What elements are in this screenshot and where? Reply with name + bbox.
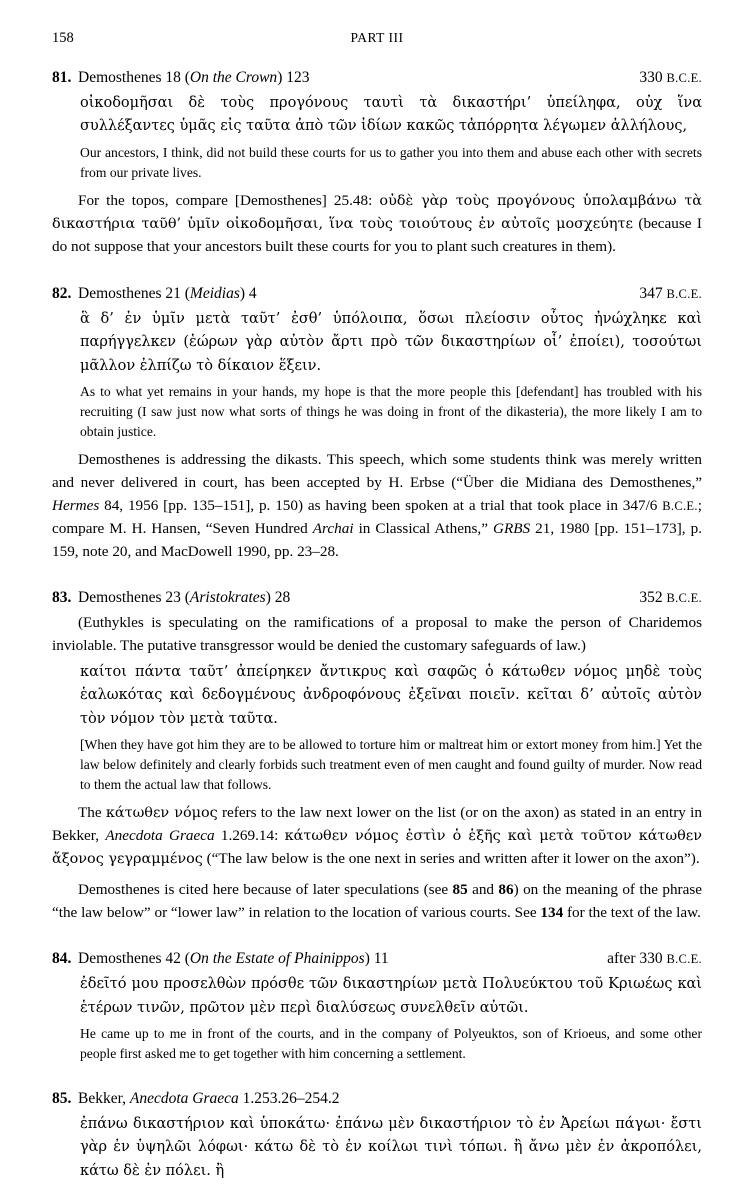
entry-81-greek: οἰκοδομῆσαι δὲ τοὺς προγόνους ταυτὶ τὰ δικαστήρι’ ὑπείληφα, οὐχ ἵνα συλλέξαντες ὑμᾶς εἰς ταῦτα ἀπὸ τῶν ἰδίων κακῶς τἀπόρρητα λέγωμεν ἀλλήλους, bbox=[80, 95, 702, 135]
entry-82-note-part-1: Hermes bbox=[52, 496, 100, 514]
entry-82-date bbox=[639, 285, 702, 303]
entry-83-preface: (Euthykles is speculating on the ramifications of a proposal to make the person of Charidemos inviolable. The putative transgressor would be denied the customary safeguards of law.) bbox=[52, 614, 702, 655]
entry-83-title-plain: Demosthenes 23 ( bbox=[78, 589, 190, 607]
entry-82-note-part-2: 84, 1956 [pp. 135–151], p. 150) as having been spoken at a trial that took place in 347/6 bbox=[99, 496, 663, 514]
running-head bbox=[52, 30, 702, 47]
entry-81-comment-lead: For the topos, compare [Demosthenes] 25.48: bbox=[78, 192, 373, 210]
entry-82-title bbox=[78, 285, 639, 303]
entry-81-date bbox=[639, 69, 702, 87]
entry-83-note-2-part-1: 85 bbox=[452, 880, 468, 898]
entry-85-head bbox=[52, 1090, 702, 1108]
entry-82-date-era: B.C.E. bbox=[666, 286, 702, 301]
entry-82-note-part-5: Archai bbox=[312, 519, 354, 537]
entry-83-date bbox=[639, 589, 702, 607]
entry-81-translation: Our ancestors, I think, did not build these courts for us to gather you into them and abuse each other with secrets from our private lives. bbox=[80, 144, 702, 180]
entry-83-number: 83. bbox=[52, 589, 72, 607]
entry-82-translation: As to what yet remains in your hands, my hope is that the more people this [defendant] has troubled with his recruiting (I saw just now what sorts of things he was doing in front of the dikasteria), the more likely I am to obtain justice. bbox=[80, 384, 702, 439]
entry-82-note-part-0: Demosthenes is addressing the dikasts. This speech, which some students think was merely written and never delivered in court, has been accepted by H. Erbse (“Über die Midiana des Demosthenes,” bbox=[52, 451, 702, 492]
entry-83-note-part-5: κάτωθεν νόμος ἐστὶν ὁ ἑξῆς καὶ μετὰ τοῦτον κάτωθεν ἄξονος γεγραμμένος bbox=[52, 828, 702, 868]
entry-81-date-era: B.C.E. bbox=[666, 71, 702, 85]
entry-82-greek: ἃ δ’ ἐν ὑμῖν μετὰ ταῦτ’ ἐσθ’ ὑπόλοιπα, ὅσωι πλείοσιν οὗτος ἠνώχληκε καὶ παρήγγελκεν (ἑώρων γὰρ αὐτὸν ἄρτι πρὸ τῶν δικαστηρίων οἷ’ ἐποίει), τοσούτωι μᾶλλον ἐλπίζω τὸ δίκαιον ἕξειν. bbox=[80, 310, 702, 374]
entry-83-note-part-3: Anecdota Graeca bbox=[105, 827, 215, 845]
entry-83-note-2 bbox=[52, 879, 702, 925]
part-title: PART III bbox=[350, 30, 404, 45]
entry-82-note-part-4: ; compare M. H. Hansen, “Seven Hundred bbox=[52, 496, 702, 537]
entry-83-note-2-part-0: Demosthenes is cited here because of later speculations (see bbox=[78, 880, 453, 898]
entry-82-note-part-7: GRBS bbox=[493, 519, 531, 537]
entry-83-note-2-part-6: for the text of the law. bbox=[563, 903, 701, 921]
entry-83 bbox=[52, 589, 702, 924]
entry-82-number: 82. bbox=[52, 284, 72, 302]
entry-84-date-num: after 330 bbox=[607, 950, 663, 968]
entry-83-note-part-1: κάτωθεν νόμος bbox=[105, 805, 218, 822]
entry-82-title-after: ) 4 bbox=[239, 284, 257, 302]
page-number: 158 bbox=[52, 30, 74, 46]
entry-83-date-num: 352 bbox=[639, 589, 663, 607]
entry-85-number: 85. bbox=[52, 1089, 72, 1107]
entry-81-title-plain: Demosthenes 18 ( bbox=[78, 69, 190, 86]
entry-83-head bbox=[52, 589, 702, 607]
entry-85-title bbox=[78, 1090, 702, 1108]
entry-82-head bbox=[52, 285, 702, 303]
entry-83-note-2-part-5: 134 bbox=[540, 903, 564, 921]
entry-81-date-num: 330 bbox=[639, 69, 663, 86]
entry-82-note-part-3: B.C.E. bbox=[662, 498, 698, 513]
entry-83-note-2-part-4: ) on the meaning of the phrase “the law below” or “lower law” in relation to the location of various courts. See bbox=[52, 880, 702, 921]
entry-82-title-italic: Meidias bbox=[189, 284, 240, 302]
entry-82-note-part-6: in Classical Athens,” bbox=[353, 519, 493, 537]
page-content bbox=[52, 30, 702, 1197]
entry-85-title-italic: Anecdota Graeca bbox=[129, 1089, 239, 1107]
entry-84-head bbox=[52, 950, 702, 968]
entry-83-note bbox=[52, 802, 702, 870]
entry-83-note-part-0: The bbox=[78, 804, 106, 822]
entry-82-title-plain: Demosthenes 21 ( bbox=[78, 284, 190, 302]
entry-85-title-after: 1.253.26–254.2 bbox=[238, 1089, 340, 1107]
entry-84-translation: He came up to me in front of the courts, and in the company of Polyeuktos, son of Krioeus, and some other people first asked me to get together with him concerning a settlement. bbox=[80, 1026, 702, 1062]
entry-84-number: 84. bbox=[52, 950, 72, 968]
entry-82-date-num: 347 bbox=[639, 284, 663, 302]
entry-85-title-plain: Bekker, bbox=[78, 1089, 130, 1107]
entry-81 bbox=[52, 69, 702, 259]
spacer-82-83 bbox=[52, 577, 702, 589]
entry-83-note-part-6: (“The law below is the one next in series and written after it lower on the axon”). bbox=[202, 850, 700, 868]
entry-83-date-era: B.C.E. bbox=[666, 591, 702, 606]
entry-84-greek: ἐδεῖτό μου προσελθὼν πρόσθε τῶν δικαστηρίων μετὰ Πολυεύκτου τοῦ Κριωέως καὶ ἑτέρων τινῶν, πρῶτον μὲν περὶ διαλύσεως συνελθεῖν αὐτῶι. bbox=[80, 976, 702, 1016]
entry-83-title-italic: Aristokrates bbox=[189, 589, 266, 607]
entry-81-number: 81. bbox=[52, 69, 72, 86]
entry-83-title bbox=[78, 589, 639, 607]
entry-83-note-part-2: refers to the law next lower on the list (or on the axon) as stated in an entry in Bekker, bbox=[52, 804, 702, 845]
entry-81-comment-tail: (because I do not suppose that your ancestors built these courts for you to plant such creatures in them). bbox=[52, 215, 702, 255]
entry-82-note-part-8: 21, 1980 [pp. 151–173], p. 159, note 20, and MacDowell 1990, pp. 23–28. bbox=[52, 519, 702, 560]
spacer-81-82 bbox=[52, 273, 702, 285]
entry-82-note bbox=[52, 449, 702, 563]
spacer-84-85 bbox=[52, 1078, 702, 1090]
entry-84-title-after: ) 11 bbox=[364, 950, 389, 968]
entry-84-title bbox=[78, 950, 607, 968]
entry-83-note-2-part-3: 86 bbox=[498, 880, 514, 898]
entry-81-comment bbox=[52, 190, 702, 258]
entry-85 bbox=[52, 1090, 702, 1183]
entry-85-greek: ἐπάνω δικαστήριον καὶ ὑποκάτω· ἐπάνω μὲν δικαστήριον τὸ ἐν Ἀρείωι πάγωι· ἔστι γὰρ ἐν ὑψηλῶι λόφωι· κάτω δὲ τὸ ἐν κοίλωι τινὶ τόπωι. ἢ ἄνω μὲν ἐν ἀκροπόλει, κάτω δὲ ἐν πόλει. ἢ bbox=[80, 1115, 702, 1179]
entry-81-title-after: ) 123 bbox=[277, 69, 310, 86]
entry-83-title-after: ) 28 bbox=[265, 589, 291, 607]
entry-84-date-era: B.C.E. bbox=[666, 952, 702, 967]
entry-82 bbox=[52, 285, 702, 564]
entry-81-head bbox=[52, 69, 702, 87]
entry-81-title-italic: On the Crown bbox=[189, 69, 278, 86]
entry-81-comment-greek: οὐδὲ γὰρ τοὺς προγόνους ὑπολαμβάνω τὰ δικαστήρια ταῦθ’ ὑμῖν οἰκοδομῆσαι, ἵνα τοὺς τοιούτους ἐν αὐτοῖς μοσχεύητε bbox=[52, 193, 703, 233]
spacer-83-84 bbox=[52, 938, 702, 950]
entry-84-date bbox=[607, 950, 702, 968]
entry-84-title-italic: On the Estate of Phainippos bbox=[189, 950, 365, 968]
entry-84 bbox=[52, 950, 702, 1063]
entry-83-greek: καίτοι πάντα ταῦτ’ ἀπείρηκεν ἄντικρυς καὶ σαφῶς ὁ κάτωθεν νόμος μηδὲ τοὺς ἑαλωκότας καὶ δεδογμένους ἀνδροφόνους ἐξεῖναι ποιεῖν. κεῖται δ’ αὐτοῖς αὐτὸν τὸν νόμον τὸν μετὰ ταῦτα. bbox=[80, 663, 702, 727]
entry-83-translation: [When they have got him they are to be allowed to torture him or maltreat him or extort money from him.] Yet the law below definitely and clearly forbids such treatment even of men caught and found guilty of murder. Now read to them the actual law that follows. bbox=[80, 737, 702, 792]
entry-83-note-2-part-2: and bbox=[467, 880, 499, 898]
entry-81-title bbox=[78, 69, 639, 87]
entry-83-note-part-4: 1.269.14: bbox=[214, 827, 285, 845]
entry-84-title-plain: Demosthenes 42 ( bbox=[78, 950, 190, 968]
